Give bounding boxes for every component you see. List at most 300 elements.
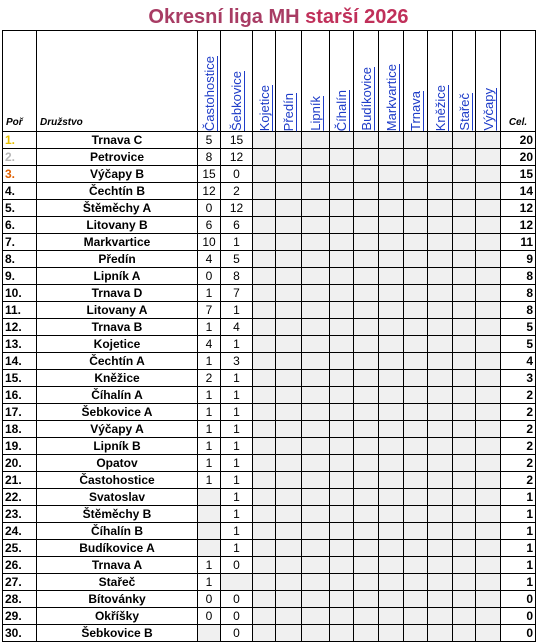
- score-cell: [330, 608, 354, 625]
- score-cell: [404, 217, 428, 234]
- score-cell: [453, 472, 476, 489]
- score-cell: 0: [198, 200, 221, 217]
- rank-cell: 15.: [3, 370, 37, 387]
- score-cell: [476, 404, 501, 421]
- score-cell: [354, 438, 379, 455]
- round-header[interactable]: [253, 31, 276, 132]
- team-name: Trnava B: [37, 319, 198, 336]
- score-cell: [379, 234, 404, 251]
- score-cell: 5: [198, 132, 221, 149]
- score-cell: [453, 285, 476, 302]
- score-cell: [379, 421, 404, 438]
- score-cell: [476, 234, 501, 251]
- total-cell: 3: [501, 370, 536, 387]
- round-header-label[interactable]: Markvartice: [383, 63, 399, 131]
- score-cell: [253, 421, 276, 438]
- score-cell: [428, 523, 453, 540]
- total-cell: 8: [501, 285, 536, 302]
- total-cell: 15: [501, 166, 536, 183]
- score-cell: [330, 625, 354, 642]
- score-cell: [476, 523, 501, 540]
- round-header[interactable]: [302, 31, 330, 132]
- score-cell: [276, 472, 302, 489]
- score-cell: [302, 149, 330, 166]
- score-cell: [276, 166, 302, 183]
- rank-cell: 17.: [3, 404, 37, 421]
- total-cell: 8: [501, 268, 536, 285]
- rank-cell: 2.: [3, 149, 37, 166]
- score-cell: [276, 608, 302, 625]
- team-name: Opatov: [37, 455, 198, 472]
- score-cell: [302, 489, 330, 506]
- score-cell: [404, 591, 428, 608]
- score-cell: 0: [221, 557, 253, 574]
- score-cell: [428, 574, 453, 591]
- score-cell: [428, 149, 453, 166]
- score-cell: [253, 166, 276, 183]
- score-cell: 1: [198, 438, 221, 455]
- total-cell: 12: [501, 217, 536, 234]
- score-cell: [428, 302, 453, 319]
- score-cell: [428, 319, 453, 336]
- score-cell: [253, 370, 276, 387]
- round-header-label[interactable]: Lipník: [308, 96, 323, 131]
- score-cell: [404, 132, 428, 149]
- score-cell: [476, 574, 501, 591]
- score-cell: [428, 472, 453, 489]
- score-cell: [253, 285, 276, 302]
- score-cell: [302, 353, 330, 370]
- score-cell: [330, 370, 354, 387]
- score-cell: [253, 608, 276, 625]
- table-row: [3, 591, 536, 608]
- score-cell: [354, 472, 379, 489]
- team-name: Litovany A: [37, 302, 198, 319]
- round-header-label[interactable]: Kněžice: [432, 84, 448, 131]
- score-cell: [354, 132, 379, 149]
- table-row: [3, 200, 536, 217]
- score-cell: [379, 183, 404, 200]
- table-row: [3, 438, 536, 455]
- score-cell: [428, 404, 453, 421]
- score-cell: [404, 455, 428, 472]
- score-cell: [453, 302, 476, 319]
- total-cell: 0: [501, 591, 536, 608]
- team-name: Lipník B: [37, 438, 198, 455]
- score-cell: [276, 574, 302, 591]
- total-cell: 20: [501, 132, 536, 149]
- score-cell: [276, 557, 302, 574]
- score-cell: [428, 132, 453, 149]
- score-cell: 5: [221, 251, 253, 268]
- rank-cell: 11.: [3, 302, 37, 319]
- round-header[interactable]: [476, 31, 501, 132]
- total-cell: 1: [501, 574, 536, 591]
- score-cell: 1: [198, 387, 221, 404]
- score-cell: [330, 166, 354, 183]
- round-header[interactable]: [276, 31, 302, 132]
- score-cell: 1: [221, 234, 253, 251]
- score-cell: [453, 132, 476, 149]
- score-cell: [379, 455, 404, 472]
- score-cell: [379, 438, 404, 455]
- score-cell: [379, 268, 404, 285]
- total-cell: 1: [501, 540, 536, 557]
- table-row: [3, 625, 536, 642]
- score-cell: 1: [221, 438, 253, 455]
- team-name: Výčapy A: [37, 421, 198, 438]
- score-cell: [476, 268, 501, 285]
- score-cell: [379, 149, 404, 166]
- score-cell: [379, 200, 404, 217]
- score-cell: [428, 370, 453, 387]
- round-header[interactable]: [354, 31, 379, 132]
- score-cell: [428, 625, 453, 642]
- score-cell: [453, 506, 476, 523]
- score-cell: [404, 251, 428, 268]
- total-cell: 1: [501, 557, 536, 574]
- score-cell: [330, 251, 354, 268]
- score-cell: [476, 387, 501, 404]
- score-cell: [476, 302, 501, 319]
- team-name: Předín: [37, 251, 198, 268]
- team-name: Trnava C: [37, 132, 198, 149]
- score-cell: [404, 421, 428, 438]
- team-name: Budíkovice A: [37, 540, 198, 557]
- score-cell: 0: [198, 591, 221, 608]
- score-cell: [302, 370, 330, 387]
- total-cell: 11: [501, 234, 536, 251]
- score-cell: [453, 217, 476, 234]
- score-cell: [379, 557, 404, 574]
- team-name: Šebkovice B: [37, 625, 198, 642]
- score-cell: [428, 540, 453, 557]
- score-cell: [302, 523, 330, 540]
- score-cell: [404, 540, 428, 557]
- score-cell: [253, 591, 276, 608]
- score-cell: [404, 319, 428, 336]
- table-row: [3, 540, 536, 557]
- total-cell: 2: [501, 455, 536, 472]
- score-cell: [354, 217, 379, 234]
- round-header-label[interactable]: Budíkovice: [358, 67, 374, 131]
- score-cell: [302, 472, 330, 489]
- round-header[interactable]: [198, 31, 221, 132]
- table-row: [3, 489, 536, 506]
- score-cell: [453, 234, 476, 251]
- score-cell: [379, 319, 404, 336]
- team-name: Petrovice: [37, 149, 198, 166]
- score-cell: [302, 574, 330, 591]
- score-cell: [428, 353, 453, 370]
- score-cell: 1: [198, 455, 221, 472]
- score-cell: [354, 404, 379, 421]
- score-cell: [330, 268, 354, 285]
- score-cell: 1: [221, 370, 253, 387]
- score-cell: [253, 268, 276, 285]
- score-cell: 1: [198, 421, 221, 438]
- score-cell: [276, 489, 302, 506]
- table-row: [3, 608, 536, 625]
- score-cell: [330, 149, 354, 166]
- score-cell: [379, 472, 404, 489]
- score-cell: [476, 200, 501, 217]
- score-cell: [198, 489, 221, 506]
- score-cell: [330, 489, 354, 506]
- total-cell: 9: [501, 251, 536, 268]
- score-cell: [476, 370, 501, 387]
- rank-cell: 19.: [3, 438, 37, 455]
- score-cell: [453, 268, 476, 285]
- score-cell: 0: [221, 625, 253, 642]
- score-cell: [404, 285, 428, 302]
- rank-cell: 22.: [3, 489, 37, 506]
- score-cell: [354, 251, 379, 268]
- score-cell: [354, 370, 379, 387]
- score-cell: [379, 132, 404, 149]
- score-cell: [302, 455, 330, 472]
- score-cell: [453, 404, 476, 421]
- round-header-label[interactable]: Trnava: [408, 91, 423, 131]
- score-cell: [354, 285, 379, 302]
- score-cell: [379, 608, 404, 625]
- score-cell: [379, 251, 404, 268]
- score-cell: [302, 438, 330, 455]
- score-cell: [253, 319, 276, 336]
- score-cell: 1: [221, 540, 253, 557]
- score-cell: [276, 591, 302, 608]
- score-cell: [453, 387, 476, 404]
- rank-cell: 24.: [3, 523, 37, 540]
- score-cell: 3: [221, 353, 253, 370]
- rank-cell: 14.: [3, 353, 37, 370]
- score-cell: [302, 217, 330, 234]
- round-header-label[interactable]: Kojetice: [256, 84, 272, 131]
- score-cell: [276, 421, 302, 438]
- round-header[interactable]: [453, 31, 476, 132]
- score-cell: [404, 353, 428, 370]
- score-cell: 1: [221, 387, 253, 404]
- score-cell: [253, 404, 276, 421]
- team-name: Trnava D: [37, 285, 198, 302]
- rank-cell: 13.: [3, 336, 37, 353]
- round-header-label[interactable]: Šebkovice: [229, 71, 244, 131]
- score-cell: [453, 523, 476, 540]
- score-cell: [453, 591, 476, 608]
- score-cell: [476, 506, 501, 523]
- score-cell: [276, 336, 302, 353]
- score-cell: [379, 625, 404, 642]
- score-cell: [276, 506, 302, 523]
- round-header-label[interactable]: Stařeč: [456, 93, 472, 131]
- score-cell: [330, 472, 354, 489]
- score-cell: [276, 234, 302, 251]
- score-cell: [302, 319, 330, 336]
- round-header[interactable]: [428, 31, 453, 132]
- table-row: [3, 353, 536, 370]
- score-cell: [253, 387, 276, 404]
- score-cell: [354, 455, 379, 472]
- score-cell: [404, 268, 428, 285]
- score-cell: [476, 557, 501, 574]
- rank-cell: 10.: [3, 285, 37, 302]
- score-cell: 6: [198, 217, 221, 234]
- total-cell: 14: [501, 183, 536, 200]
- score-cell: [302, 268, 330, 285]
- team-name: Číhalín B: [37, 523, 198, 540]
- score-cell: [476, 353, 501, 370]
- score-cell: [198, 506, 221, 523]
- score-cell: [330, 506, 354, 523]
- total-cell: 20: [501, 149, 536, 166]
- table-row: [3, 302, 536, 319]
- score-cell: [379, 217, 404, 234]
- score-cell: [330, 200, 354, 217]
- score-cell: [453, 455, 476, 472]
- table-row: [3, 234, 536, 251]
- score-cell: [253, 557, 276, 574]
- score-cell: [404, 166, 428, 183]
- score-cell: 1: [221, 421, 253, 438]
- rank-cell: 20.: [3, 455, 37, 472]
- total-cell: 2: [501, 404, 536, 421]
- rank-cell: 9.: [3, 268, 37, 285]
- round-header-label[interactable]: Častohostice: [201, 55, 217, 131]
- rank-cell: 28.: [3, 591, 37, 608]
- score-cell: [428, 506, 453, 523]
- score-cell: [453, 438, 476, 455]
- score-cell: [330, 404, 354, 421]
- total-cell: 2: [501, 421, 536, 438]
- score-cell: 1: [221, 523, 253, 540]
- score-cell: [330, 557, 354, 574]
- score-cell: [302, 591, 330, 608]
- table-row: [3, 523, 536, 540]
- score-cell: 1: [198, 557, 221, 574]
- score-cell: [379, 506, 404, 523]
- team-name: Trnava A: [37, 557, 198, 574]
- score-cell: [379, 336, 404, 353]
- score-cell: [476, 166, 501, 183]
- score-cell: [453, 421, 476, 438]
- score-cell: [198, 523, 221, 540]
- score-cell: [379, 540, 404, 557]
- title-part-1: Okresní liga MH: [148, 6, 306, 28]
- score-cell: 15: [221, 132, 253, 149]
- score-cell: [354, 234, 379, 251]
- table-row: [3, 132, 536, 149]
- score-cell: [253, 251, 276, 268]
- table-row: [3, 251, 536, 268]
- score-cell: [354, 574, 379, 591]
- score-cell: [276, 268, 302, 285]
- score-cell: [276, 251, 302, 268]
- score-cell: [276, 217, 302, 234]
- score-cell: 1: [198, 472, 221, 489]
- score-cell: [253, 149, 276, 166]
- score-cell: [379, 574, 404, 591]
- table-row: [3, 336, 536, 353]
- round-header[interactable]: [379, 31, 404, 132]
- round-header-label[interactable]: Číhalín: [334, 89, 349, 131]
- round-header[interactable]: [404, 31, 428, 132]
- score-cell: [354, 387, 379, 404]
- score-cell: [354, 608, 379, 625]
- score-cell: [302, 234, 330, 251]
- score-cell: [330, 421, 354, 438]
- round-header[interactable]: [221, 31, 253, 132]
- score-cell: [354, 166, 379, 183]
- table-row: [3, 285, 536, 302]
- round-header-label[interactable]: Výčapy: [480, 88, 496, 131]
- table-row: [3, 149, 536, 166]
- score-cell: [330, 132, 354, 149]
- score-cell: [302, 404, 330, 421]
- score-cell: [379, 523, 404, 540]
- score-cell: [253, 489, 276, 506]
- score-cell: 1: [198, 404, 221, 421]
- score-cell: 2: [221, 183, 253, 200]
- score-cell: 1: [198, 319, 221, 336]
- team-name: Litovany B: [37, 217, 198, 234]
- score-cell: [330, 574, 354, 591]
- score-cell: [404, 234, 428, 251]
- table-row: [3, 166, 536, 183]
- score-cell: [302, 608, 330, 625]
- score-cell: 0: [221, 591, 253, 608]
- team-name: Lipník A: [37, 268, 198, 285]
- score-cell: [330, 353, 354, 370]
- score-cell: [276, 523, 302, 540]
- rank-cell: 4.: [3, 183, 37, 200]
- score-cell: [253, 455, 276, 472]
- rank-cell: 27.: [3, 574, 37, 591]
- score-cell: [276, 319, 302, 336]
- score-cell: [302, 625, 330, 642]
- score-cell: [302, 336, 330, 353]
- score-cell: [428, 438, 453, 455]
- score-cell: [404, 523, 428, 540]
- rank-cell: 12.: [3, 319, 37, 336]
- rank-cell: 21.: [3, 472, 37, 489]
- score-cell: 4: [198, 336, 221, 353]
- score-cell: [428, 217, 453, 234]
- rank-cell: 1.: [3, 132, 37, 149]
- score-cell: 8: [221, 268, 253, 285]
- score-cell: 1: [198, 353, 221, 370]
- team-name: Svatoslav: [37, 489, 198, 506]
- score-cell: [302, 421, 330, 438]
- score-cell: [330, 455, 354, 472]
- header-row: [3, 31, 536, 132]
- score-cell: [379, 387, 404, 404]
- rank-cell: 8.: [3, 251, 37, 268]
- score-cell: [253, 472, 276, 489]
- table-row: [3, 455, 536, 472]
- score-cell: 12: [221, 200, 253, 217]
- score-cell: [453, 370, 476, 387]
- total-header: Cel.: [501, 31, 536, 132]
- score-cell: [428, 268, 453, 285]
- score-cell: [428, 557, 453, 574]
- score-cell: [302, 302, 330, 319]
- round-header-label[interactable]: Předín: [281, 92, 296, 131]
- score-cell: [404, 608, 428, 625]
- round-header[interactable]: [330, 31, 354, 132]
- score-cell: [404, 625, 428, 642]
- score-cell: 12: [221, 149, 253, 166]
- page-title: [0, 0, 557, 30]
